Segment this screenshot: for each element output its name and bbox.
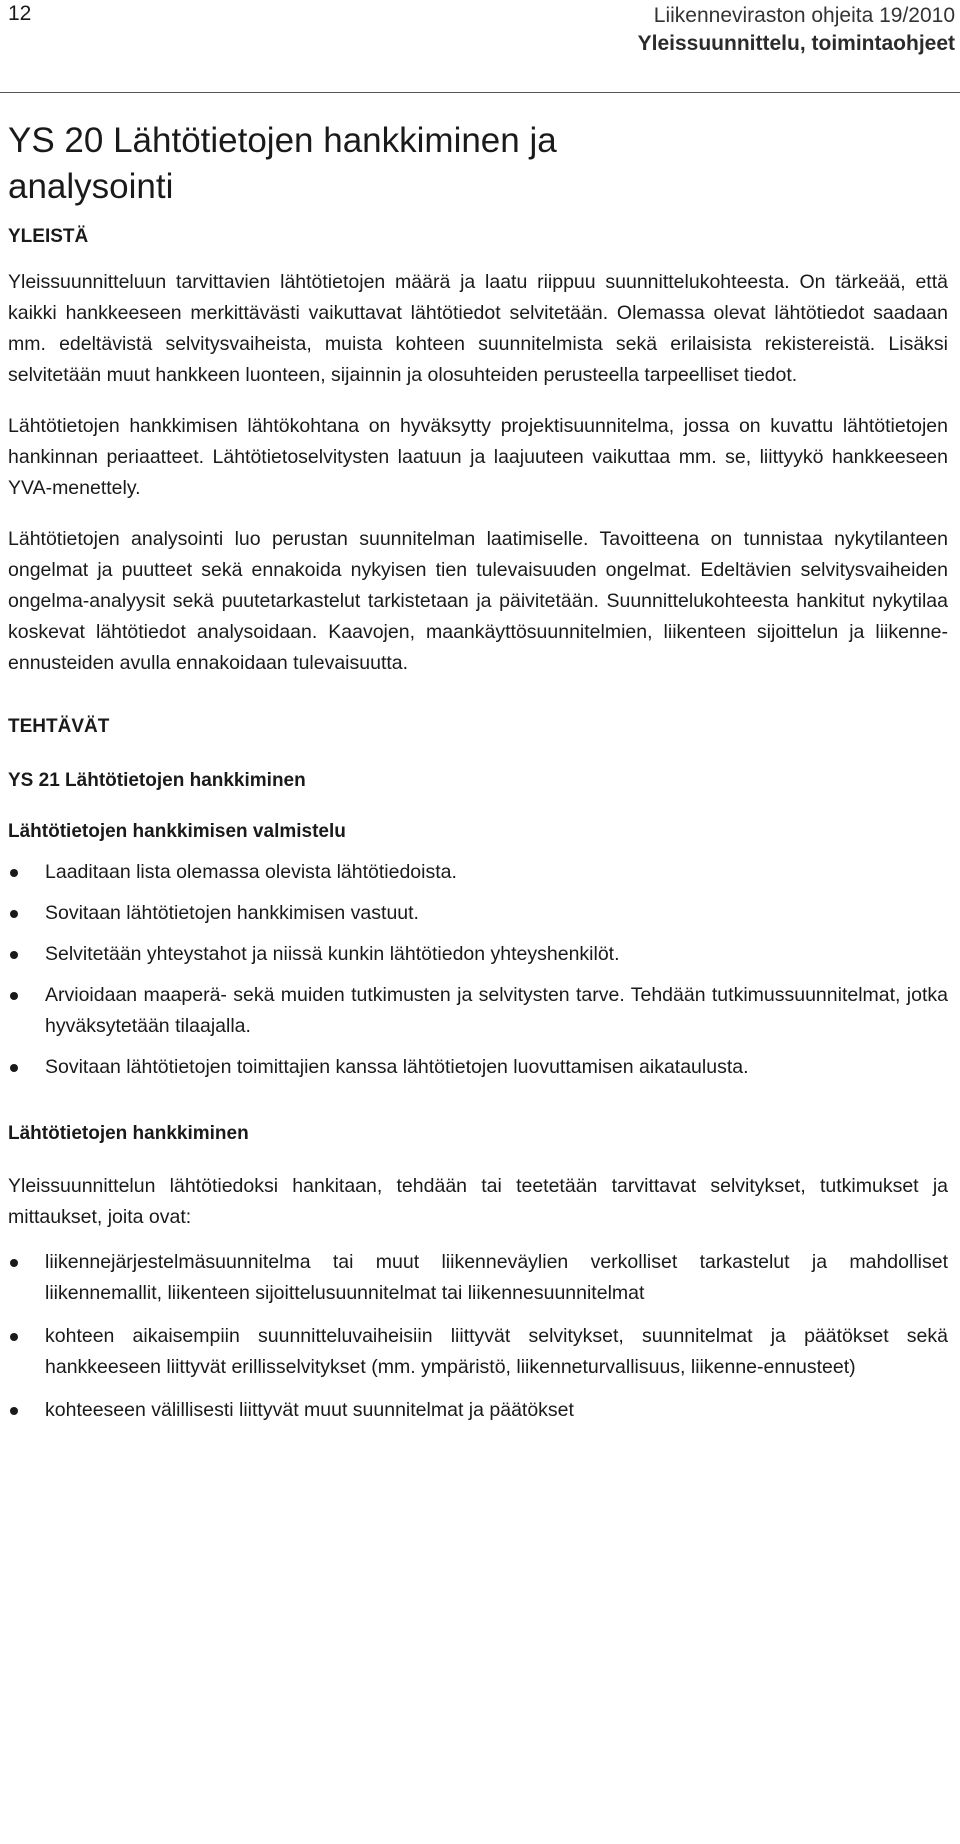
main-content	[8, 118, 948, 1426]
subheading-acquisition: Lähtötietojen hankkiminen	[8, 1123, 249, 1144]
section-heading-tasks: TEHTÄVÄT	[8, 716, 110, 737]
list-item	[8, 939, 948, 970]
header-divider	[0, 92, 960, 93]
preparation-list	[8, 857, 948, 1083]
list-item-text: Selvitetään yhteystahot ja niissä kunkin lähtötiedon yhteyshenkilöt.	[45, 943, 620, 965]
list-item-text: kohteen aikaisempiin suunnitteluvaiheisiin liittyvät selvitykset, suunnitelmat ja päätökset sekä hankkeeseen liittyvät erillisselvitykset (mm. ympäristö, liikenneturvallisuus, liikenne-ennusteet)	[45, 1325, 948, 1378]
list-item	[8, 1052, 948, 1083]
section-subtitle: Yleissuunnittelu, toimintaohjeet	[637, 32, 955, 55]
paragraph: Yleissuunnitteluun tarvittavien lähtötietojen määrä ja laatu riippuu suunnittelukohteesta. On tärkeää, että kaikki hankkeeseen merkittävästi vaikuttavat lähtötiedot selvitetään. Olemassa olevat lähtötiedot saadaan mm. edeltävistä selvitysvaiheista, muista kohteen suunnitelmista sekä erilaisista rekistereistä. Lisäksi selvitetään muut hankkeen luonteen, sijainnin ja olosuhteiden perusteella tarpeelliset tiedot.	[8, 271, 948, 386]
publication-title: Liikenneviraston ohjeita 19/2010	[653, 4, 955, 27]
list-item-text: Laaditaan lista olemassa olevista lähtötiedoista.	[45, 861, 457, 883]
acquisition-list	[8, 1247, 948, 1426]
list-item	[8, 1247, 948, 1309]
paragraph: Lähtötietojen analysointi luo perustan suunnitelman laatimiselle. Tavoitteena on tunnistaa nykytilanteen ongelmat ja puutteet sekä ennakoida nykyisen tien tulevaisuuden ongelmat. Edeltävien selvitysvaiheiden ongelma-analyysit sekä puutetarkastelut tarkistetaan ja päivitetään. Suunnittelukohteesta hankitut nykytilaa koskevat lähtötiedot analysoidaan. Kaavojen, maankäyttösuunnitelmien, liikenteen sijoittelun ja liikenne-ennusteiden avulla ennakoidaan tulevaisuutta.	[8, 528, 948, 674]
list-item	[8, 898, 948, 929]
bullet-icon	[10, 951, 18, 959]
task-title: YS 21 Lähtötietojen hankkiminen	[8, 770, 306, 791]
bullet-icon	[10, 992, 18, 1000]
paragraph: Lähtötietojen hankkimisen lähtökohtana on hyväksytty projektisuunnitelma, jossa on kuvattu lähtötietojen hankinnan periaatteet. Lähtötietoselvitysten laatuun ja laajuuteen vaikuttaa mm. se, liittyykö hankkeeseen YVA-menettely.	[8, 415, 948, 499]
bullet-icon	[10, 910, 18, 918]
list-item-text: liikennejärjestelmäsuunnitelma tai muut liikenneväylien verkolliset tarkastelut ja mahdolliset liikennemallit, liikenteen sijoittelusuunnitelmat tai liikennesuunnitelmat	[45, 1251, 948, 1304]
list-item-text: kohteeseen välillisesti liittyvät muut suunnitelmat ja päätökset	[45, 1399, 574, 1421]
list-item	[8, 1321, 948, 1383]
running-header	[638, 2, 955, 58]
list-item	[8, 980, 948, 1042]
bullet-icon	[10, 1407, 18, 1415]
list-item-text: Arvioidaan maaperä- sekä muiden tutkimusten ja selvitysten tarve. Tehdään tutkimussuunnitelmat, jotka hyväksytetään tilaajalla.	[45, 984, 948, 1037]
list-item-text: Sovitaan lähtötietojen hankkimisen vastuut.	[45, 902, 419, 924]
list-item	[8, 1395, 948, 1426]
bullet-icon	[10, 869, 18, 877]
subheading-preparation: Lähtötietojen hankkimisen valmistelu	[8, 821, 346, 842]
bullet-icon	[10, 1333, 18, 1341]
page-title: YS 20 Lähtötietojen hankkiminen ja analysointi	[8, 121, 557, 206]
bullet-icon	[10, 1259, 18, 1267]
paragraph: Yleissuunnittelun lähtötiedoksi hankitaan, tehdään tai teetetään tarvittavat selvitykset, tutkimukset ja mittaukset, joita ovat:	[8, 1175, 948, 1228]
section-heading-general: YLEISTÄ	[8, 226, 89, 247]
list-item	[8, 857, 948, 888]
list-item-text: Sovitaan lähtötietojen toimittajien kanssa lähtötietojen luovuttamisen aikataulusta.	[45, 1056, 749, 1078]
page-number: 12	[8, 2, 32, 25]
bullet-icon	[10, 1064, 18, 1072]
